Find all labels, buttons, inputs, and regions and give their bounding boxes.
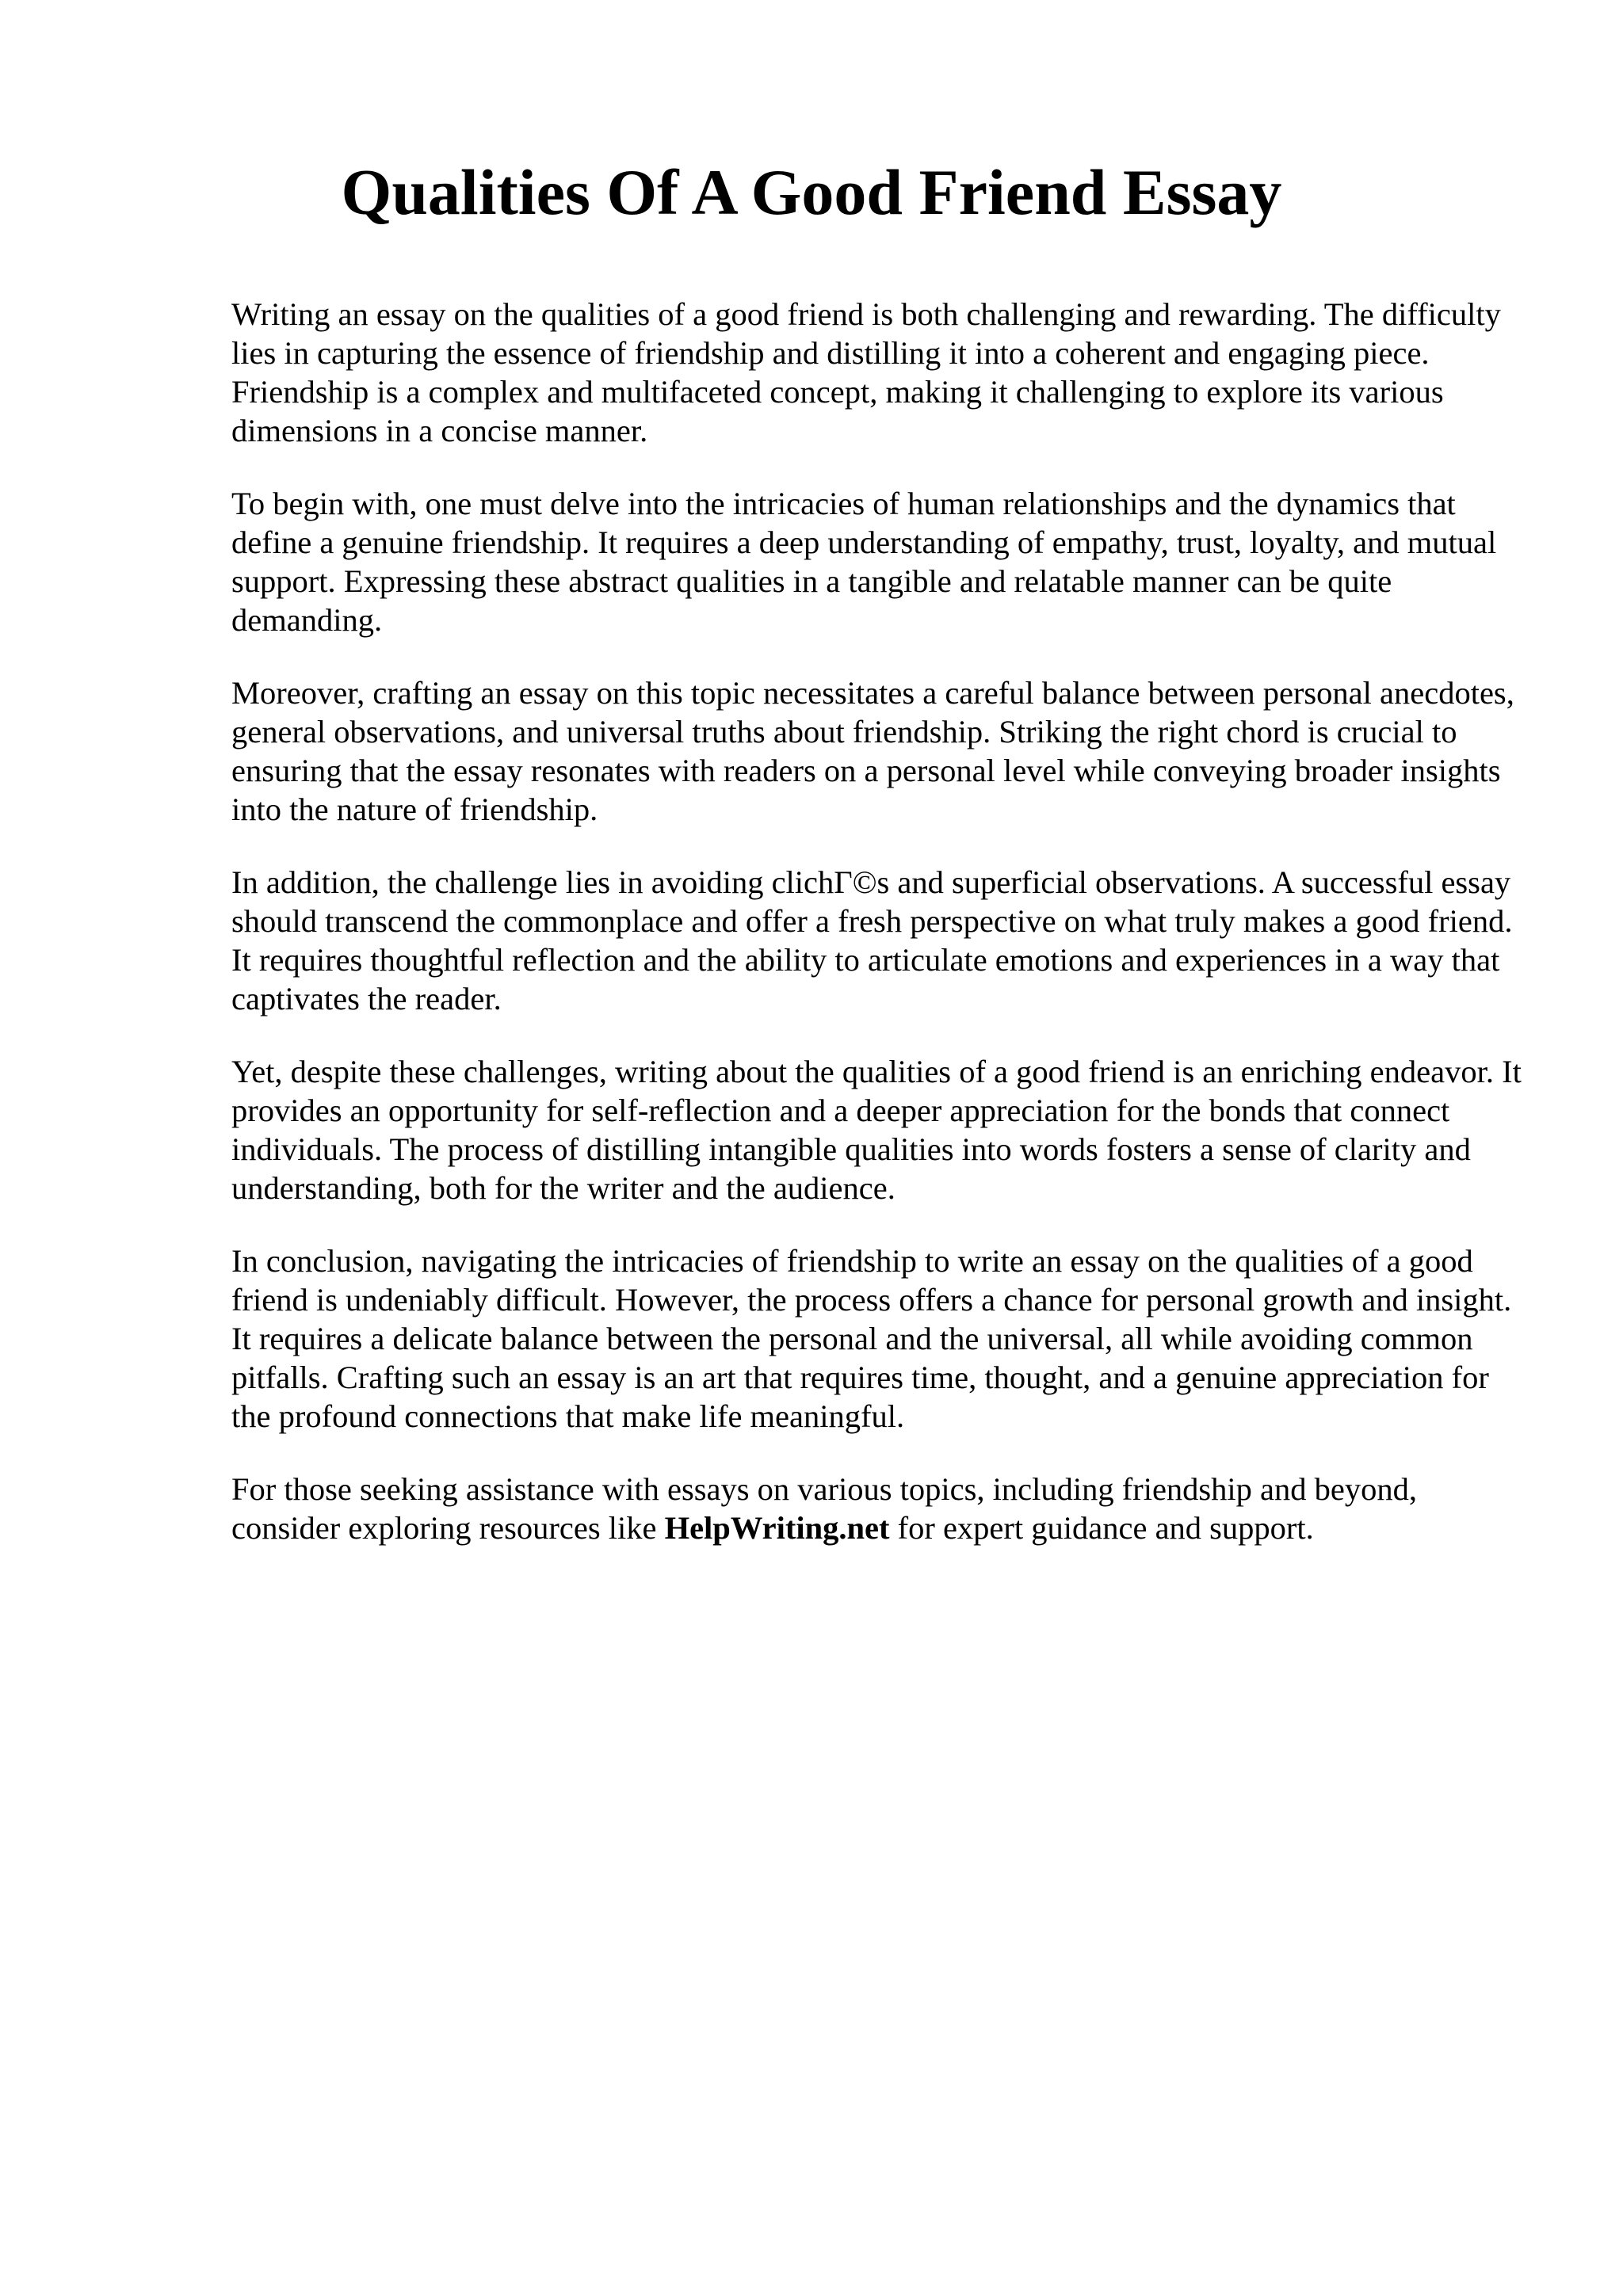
paragraph-4: In addition, the challenge lies in avoiding clichГ©s and superficial observations. A successful essay should transcend the commonplace and offer a fresh perspective on what truly makes a good friend. It requires thoughtful reflection and the ability to articulate emotions and experiences in a way that captivates the reader. — [231, 864, 1513, 1016]
helpwriting-link[interactable]: HelpWriting.net — [664, 1510, 890, 1546]
closing-paragraph — [231, 1470, 1531, 1547]
paragraph-3: Moreover, crafting an essay on this topic necessitates a careful balance between personal anecdotes, general observations, and universal truths about friendship. Striking the right chord is crucial to ensuring that the essay resonates with readers on a personal level while conveying broader insights into the nature of friendship. — [231, 675, 1514, 827]
essay-body — [231, 295, 1531, 1581]
paragraph-6: In conclusion, navigating the intricacies of friendship to write an essay on the qualities of a good friend is undeniably difficult. However, the process offers a chance for personal growth and insight. It requires a delicate balance between the personal and the universal, all while avoiding common pitfalls. Crafting such an essay is an art that requires time, thought, and a genuine appreciation for the profound connections that make life meaningful. — [231, 1243, 1512, 1434]
closing-text-before: For those seeking assistance with essays on various topics, including friendship and beyond, consider exploring resources like — [231, 1471, 1418, 1546]
paragraph-1: Writing an essay on the qualities of a good friend is both challenging and rewarding. The difficulty lies in capturing the essence of friendship and distilling it into a coherent and engaging piece. Friendship is a complex and multifaceted concept, making it challenging to explore its various dimensions in a concise manner. — [231, 296, 1501, 448]
paragraph-2: To begin with, one must delve into the intricacies of human relationships and the dynamics that define a genuine friendship. It requires a deep understanding of empathy, trust, loyalty, and mutual support. Expressing these abstract qualities in a tangible and relatable manner can be quite demanding. — [231, 486, 1497, 638]
paragraph-5: Yet, despite these challenges, writing about the qualities of a good friend is an enriching endeavor. It provides an opportunity for self-reflection and a deeper appreciation for the bonds that connect individuals. The process of distilling intangible qualities into words fosters a sense of clarity and understanding, both for the writer and the audience. — [231, 1054, 1522, 1206]
closing-text-after: for expert guidance and support. — [889, 1510, 1314, 1546]
document-title: Qualities Of A Good Friend Essay — [341, 156, 1282, 228]
